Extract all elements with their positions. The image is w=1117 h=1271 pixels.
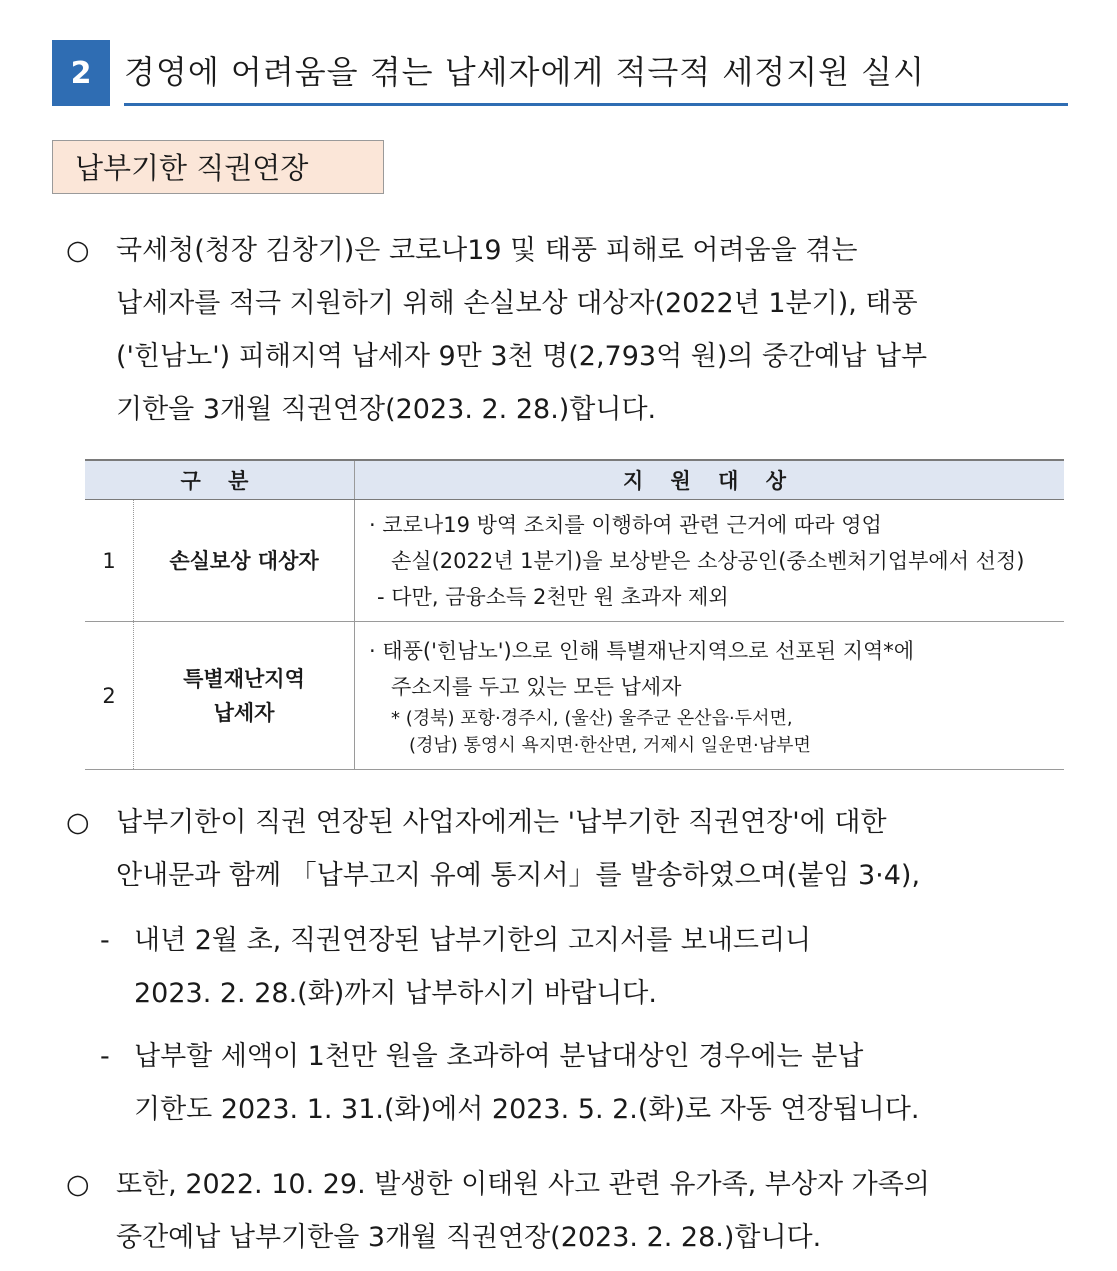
sub-item-1-line-2: 2023. 2. 28.(화)까지 납부하시기 바랍니다.: [134, 978, 657, 1009]
section-title-underline: [124, 103, 1068, 106]
paragraph-1-line-1: 국세청(청장 김창기)은 코로나19 및 태풍 피해로 어려움을 겪는: [116, 235, 858, 266]
row-footnote: * (경북) 포항·경주시, (울산) 울주군 온산읍·두서면,: [391, 707, 793, 729]
row-desc-line: 주소지를 두고 있는 모든 납세자: [391, 674, 682, 699]
section-header: [52, 40, 1068, 108]
paragraph-3-line-2: 중간예납 납부기한을 3개월 직권연장(2023. 2. 28.)합니다.: [116, 1222, 822, 1253]
table-header-row: [85, 460, 1064, 500]
paragraph-3: [116, 1158, 1071, 1264]
row-category-line: 납세자: [213, 700, 275, 725]
row-desc-line: · 코로나19 방역 조치를 이행하여 관련 근거에 따라 영업: [369, 512, 882, 537]
subheading: 납부기한 직권연장: [52, 140, 384, 194]
dash-marker: -: [100, 925, 110, 956]
table-header-category: 구 분: [85, 460, 355, 500]
row-desc-line: 손실(2022년 1분기)을 보상받은 소상공인(중소벤처기업부에서 선정): [391, 548, 1025, 573]
table-row: [85, 622, 1064, 770]
section-number: 2: [52, 40, 110, 106]
table-header-target: 지 원 대 상: [355, 460, 1065, 500]
paragraph-2-line-1: 납부기한이 직권 연장된 사업자에게는 '납부기한 직권연장'에 대한: [116, 807, 887, 838]
sub-item-2-line-1: 납부할 세액이 1천만 원을 초과하여 분납대상인 경우에는 분납: [134, 1041, 864, 1072]
paragraph-1: [116, 224, 1071, 436]
bullet-circle-icon: ○: [66, 235, 90, 266]
section-title: 경영에 어려움을 겪는 납세자에게 적극적 세정지원 실시: [124, 53, 926, 91]
row-category: 손실보상 대상자: [134, 500, 355, 622]
row-number: 1: [85, 500, 134, 622]
row-desc-line: · 태풍('힌남노')으로 인해 특별재난지역으로 선포된 지역*에: [369, 638, 915, 663]
row-category-line: 특별재난지역: [183, 666, 305, 691]
support-target-table: [85, 459, 1064, 770]
row-desc-line: - 다만, 금융소득 2천만 원 초과자 제외: [377, 584, 729, 609]
bullet-circle-icon: ○: [66, 807, 90, 838]
row-category: [134, 622, 355, 770]
sub-item-2: [134, 1030, 1071, 1136]
row-description: [355, 500, 1065, 622]
paragraph-2-line-2: 안내문과 함께 「납부고지 유예 통지서」를 발송하였으며(붙임 3·4),: [116, 860, 921, 891]
bullet-circle-icon: ○: [66, 1169, 90, 1200]
paragraph-1-line-4: 기한을 3개월 직권연장(2023. 2. 28.)합니다.: [116, 394, 657, 425]
paragraph-1-line-3: ('힌남노') 피해지역 납세자 9만 3천 명(2,793억 원)의 중간예납 납부: [116, 341, 928, 372]
paragraph-2: [116, 796, 1071, 902]
paragraph-3-line-1: 또한, 2022. 10. 29. 발생한 이태원 사고 관련 유가족, 부상자 가족의: [116, 1169, 930, 1200]
sub-item-1: [134, 914, 1071, 1020]
paragraph-1-line-2: 납세자를 적극 지원하기 위해 손실보상 대상자(2022년 1분기), 태풍: [116, 288, 918, 319]
sub-item-2-line-2: 기한도 2023. 1. 31.(화)에서 2023. 5. 2.(화)로 자동 연장됩니다.: [134, 1094, 920, 1125]
row-number: 2: [85, 622, 134, 770]
dash-marker: -: [100, 1041, 110, 1072]
row-description: [355, 622, 1065, 770]
table-row: [85, 500, 1064, 622]
row-footnote: (경남) 통영시 욕지면·한산면, 거제시 일운면·남부면: [409, 734, 811, 756]
sub-item-1-line-1: 내년 2월 초, 직권연장된 납부기한의 고지서를 보내드리니: [134, 925, 812, 956]
